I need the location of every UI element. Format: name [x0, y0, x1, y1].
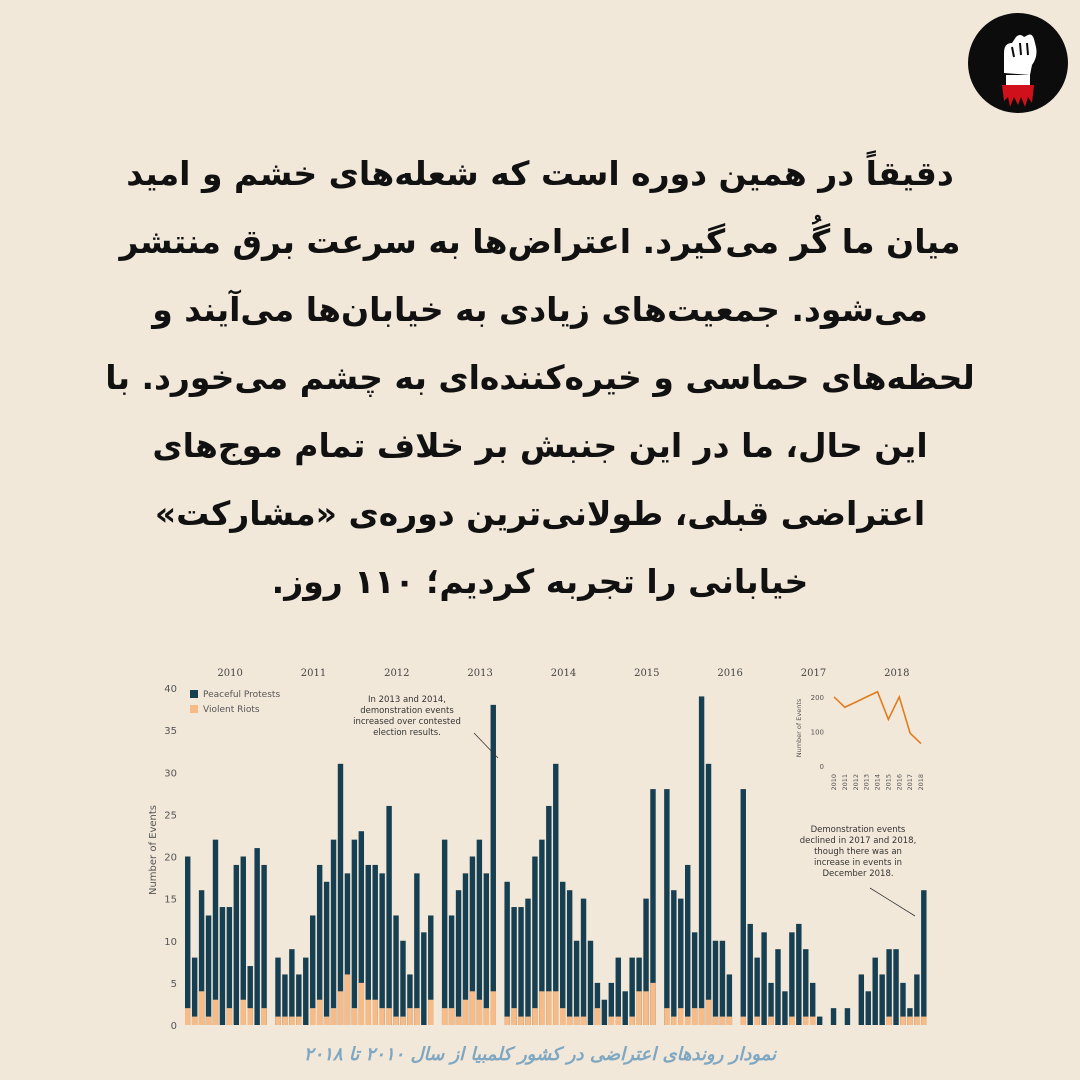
inset-x-tick: 2013: [862, 774, 871, 791]
y-axis-label: Number of Events: [148, 804, 159, 896]
inset-y-tick: 0: [819, 763, 824, 771]
bar-violent: [713, 1017, 718, 1025]
inset-line-chart: [795, 692, 925, 791]
year-label: 2013: [467, 668, 493, 679]
bar-peaceful: [206, 915, 211, 1025]
bar-peaceful: [859, 974, 864, 1025]
bar-violent: [296, 1017, 301, 1025]
bar-peaceful: [664, 789, 669, 1025]
inset-y-tick: 200: [810, 693, 824, 702]
bar-peaceful: [782, 991, 787, 1025]
bar-peaceful: [574, 941, 579, 1025]
bar-violent: [379, 1008, 384, 1025]
bar-violent: [553, 991, 558, 1025]
bar-violent: [567, 1017, 572, 1025]
bar-peaceful: [254, 848, 259, 1025]
annotation-2017-2018: [800, 825, 917, 879]
bar-violent: [664, 1008, 669, 1025]
bar-violent: [636, 991, 641, 1025]
y-tick-label: 15: [164, 894, 177, 906]
inset-x-tick: 2017: [906, 774, 915, 791]
bar-violent: [393, 1017, 398, 1025]
bar-violent: [477, 1000, 482, 1025]
bar-violent: [470, 991, 475, 1025]
bar-peaceful: [699, 696, 704, 1025]
y-axis: [164, 684, 177, 1032]
bar-peaceful: [324, 882, 329, 1025]
bar-peaceful: [831, 1008, 836, 1025]
bar-violent: [373, 1000, 378, 1025]
year-label: 2016: [717, 668, 743, 679]
bar-violent: [185, 1008, 190, 1025]
bar-peaceful: [803, 949, 808, 1025]
bar-violent: [692, 1008, 697, 1025]
bar-violent: [213, 1000, 218, 1025]
year-label: 2012: [384, 668, 410, 679]
y-tick-label: 20: [164, 852, 177, 864]
bar-peaceful: [741, 789, 746, 1025]
y-tick-label: 5: [170, 978, 177, 990]
bar-violent: [720, 1017, 725, 1025]
bar-peaceful: [866, 991, 871, 1025]
legend-label-peaceful: Peaceful Protests: [203, 690, 281, 700]
bar-violent: [400, 1017, 405, 1025]
bar-peaceful: [227, 907, 232, 1025]
bar-violent: [907, 1017, 912, 1025]
bar-peaceful: [234, 865, 239, 1025]
bar-peaceful: [706, 764, 711, 1025]
y-tick-label: 30: [164, 768, 177, 780]
bar-peaceful: [748, 924, 753, 1025]
bar-violent: [532, 1008, 537, 1025]
bar-violent: [504, 1017, 509, 1025]
bar-violent: [650, 983, 655, 1025]
bar-violent: [449, 1008, 454, 1025]
year-label: 2014: [550, 668, 577, 679]
annotation-line: December 2018.: [822, 869, 894, 879]
y-tick-label: 0: [170, 1021, 177, 1032]
bar-peaceful: [331, 840, 336, 1025]
y-tick-label: 35: [164, 726, 177, 738]
inset-y-axis-label: Number of Events: [795, 698, 803, 758]
inset-x-tick: 2010: [830, 774, 838, 791]
bar-peaceful: [511, 907, 516, 1025]
bar-violent: [699, 1008, 704, 1025]
annotation-line: increase in events in: [813, 858, 903, 868]
bar-violent: [345, 974, 350, 1025]
year-label: 2015: [634, 668, 660, 679]
bar-violent: [595, 1008, 600, 1025]
bar-peaceful: [220, 907, 225, 1025]
bar-violent: [581, 1017, 586, 1025]
bar-violent: [456, 1017, 461, 1025]
bar-violent: [706, 1000, 711, 1025]
inset-x-tick: 2011: [840, 774, 849, 791]
year-label: 2011: [300, 668, 327, 679]
bar-violent: [900, 1017, 905, 1025]
annotation-line: election results.: [373, 728, 441, 738]
bar-peaceful: [845, 1008, 850, 1025]
legend-swatch-violent: [190, 705, 198, 713]
bar-violent: [727, 1017, 732, 1025]
bar-peaceful: [720, 941, 725, 1025]
annotation-line: increased over contested: [353, 717, 461, 727]
bar-violent: [629, 1017, 634, 1025]
bar-violent: [359, 983, 364, 1025]
bar-peaceful: [553, 764, 558, 1025]
bar-violent: [671, 1017, 676, 1025]
bar-peaceful: [379, 873, 384, 1025]
annotation-arrow-2: [870, 888, 915, 916]
bar-peaceful: [532, 857, 537, 1026]
bar-violent: [685, 1017, 690, 1025]
inset-series-line: [834, 692, 921, 744]
year-label: 2018: [884, 668, 910, 679]
y-tick-label: 25: [164, 810, 177, 822]
bar-violent: [428, 1000, 433, 1025]
bar-peaceful: [671, 890, 676, 1025]
bar-peaceful: [789, 932, 794, 1025]
bar-violent: [491, 991, 496, 1025]
bar-violent: [199, 991, 204, 1025]
protest-trend-chart: [0, 650, 1080, 1040]
bar-violent: [366, 1000, 371, 1025]
inset-x-tick: 2012: [851, 774, 860, 791]
bar-violent: [511, 1008, 516, 1025]
bar-peaceful: [817, 1017, 822, 1025]
bar-violent: [609, 1017, 614, 1025]
bar-peaceful: [185, 857, 190, 1026]
bar-violent: [289, 1017, 294, 1025]
raised-fist-icon: [968, 13, 1068, 113]
bar-peaceful: [352, 840, 357, 1025]
bar-peaceful: [303, 958, 308, 1025]
bar-violent: [241, 1000, 246, 1025]
annotation-2013-2014: [353, 695, 461, 738]
bar-violent: [275, 1017, 280, 1025]
bar-peaceful: [477, 840, 482, 1025]
inset-x-tick: 2014: [873, 774, 882, 791]
bar-violent: [414, 1008, 419, 1025]
bar-peaceful: [921, 890, 926, 1025]
bar-violent: [192, 1017, 197, 1025]
bar-violent: [560, 1008, 565, 1025]
bar-violent: [518, 1017, 523, 1025]
bar-peaceful: [616, 958, 621, 1025]
bar-peaceful: [518, 907, 523, 1025]
bar-violent: [310, 1008, 315, 1025]
annotation-line: In 2013 and 2014,: [368, 695, 446, 705]
bar-peaceful: [893, 949, 898, 1025]
bar-violent: [754, 1017, 759, 1025]
year-label: 2017: [800, 668, 827, 679]
bar-violent: [324, 1017, 329, 1025]
bar-peaceful: [192, 958, 197, 1025]
bar-peaceful: [414, 873, 419, 1025]
bar-peaceful: [560, 882, 565, 1025]
y-tick-label: 40: [164, 684, 177, 695]
bar-peaceful: [629, 958, 634, 1025]
inset-x-tick: 2018: [917, 774, 925, 791]
bar-violent: [248, 1008, 253, 1025]
bar-violent: [331, 1008, 336, 1025]
bar-violent: [914, 1017, 919, 1025]
bar-violent: [227, 1008, 232, 1025]
legend: [190, 690, 280, 715]
bar-peaceful: [775, 949, 780, 1025]
bar-violent: [206, 1017, 211, 1025]
bar-violent: [741, 1017, 746, 1025]
bar-peaceful: [685, 865, 690, 1025]
bar-peaceful: [261, 865, 266, 1025]
bar-peaceful: [386, 806, 391, 1025]
annotation-line: demonstration events: [360, 706, 454, 716]
raised-fist-logo: [968, 13, 1068, 113]
y-tick-label: 10: [164, 936, 177, 948]
bar-violent: [616, 1017, 621, 1025]
bar-peaceful: [241, 857, 246, 1026]
bar-peaceful: [400, 941, 405, 1025]
bar-violent: [282, 1017, 287, 1025]
bar-peaceful: [456, 890, 461, 1025]
bar-peaceful: [581, 899, 586, 1025]
bar-peaceful: [567, 890, 572, 1025]
legend-swatch-peaceful: [190, 690, 198, 698]
bar-violent: [768, 1017, 773, 1025]
year-labels: [217, 668, 909, 679]
inset-y-tick: 100: [810, 728, 824, 737]
bar-violent: [386, 1008, 391, 1025]
bar-peaceful: [713, 941, 718, 1025]
bar-violent: [810, 1017, 815, 1025]
bar-violent: [261, 1008, 266, 1025]
bar-violent: [352, 1008, 357, 1025]
year-label: 2010: [217, 668, 243, 679]
bar-peaceful: [623, 991, 628, 1025]
bar-violent: [921, 1017, 926, 1025]
bar-violent: [484, 1008, 489, 1025]
bar-peaceful: [275, 958, 280, 1025]
bar-peaceful: [213, 840, 218, 1025]
inset-x-tick: 2015: [884, 774, 893, 791]
bar-peaceful: [796, 924, 801, 1025]
bar-peaceful: [761, 932, 766, 1025]
bar-violent: [539, 991, 544, 1025]
bar-violent: [546, 991, 551, 1025]
bar-peaceful: [602, 1000, 607, 1025]
bar-violent: [463, 1000, 468, 1025]
annotation-line: though there was an: [814, 847, 902, 857]
bar-peaceful: [338, 764, 343, 1025]
bar-peaceful: [754, 958, 759, 1025]
bar-peaceful: [588, 941, 593, 1025]
bar-peaceful: [886, 949, 891, 1025]
bar-violent: [803, 1017, 808, 1025]
body-paragraph: دقیقاً در همین دوره است که شعله‌های خشم و امید میان ما گُر می‌گیرد. اعتراض‌ها به سرعت برق منتشر می‌شود. جمعیت‌های زیادی به خیابان‌ها می‌آیند و لحظه‌های حماسی و خیره‌کننده‌ای به چشم می‌خورد. با این حال، ما در این جنبش بر خلاف تمام موج‌های اعتراضی قبلی، طولانی‌ترین دوره‌ی «مشارکت» خیابانی را تجربه کردیم؛ ۱۱۰ روز.: [105, 154, 975, 601]
bar-peaceful: [442, 840, 447, 1025]
inset-x-tick: 2016: [895, 774, 904, 791]
bar-violent: [643, 991, 648, 1025]
legend-label-violent: Violent Riots: [203, 705, 260, 715]
bar-peaceful: [873, 958, 878, 1025]
bar-peaceful: [879, 974, 884, 1025]
annotation-line: declined in 2017 and 2018,: [799, 836, 917, 846]
bar-peaceful: [421, 932, 426, 1025]
bar-violent: [525, 1017, 530, 1025]
bar-peaceful: [678, 899, 683, 1025]
bar-violent: [678, 1008, 683, 1025]
bar-peaceful: [289, 949, 294, 1025]
bar-violent: [338, 991, 343, 1025]
bar-peaceful: [484, 873, 489, 1025]
bar-peaceful: [393, 915, 398, 1025]
bar-violent: [317, 1000, 322, 1025]
chart-caption: نمودار روندهای اعتراضی در کشور کلمبیا از سال ۲۰۱۰ تا ۲۰۱۸: [303, 1044, 777, 1065]
bar-peaceful: [504, 882, 509, 1025]
bar-violent: [407, 1008, 412, 1025]
bar-peaceful: [525, 899, 530, 1025]
bar-violent: [886, 1017, 891, 1025]
bar-violent: [789, 1017, 794, 1025]
bar-violent: [442, 1008, 447, 1025]
bar-violent: [574, 1017, 579, 1025]
annotation-line: Demonstration events: [810, 825, 906, 835]
